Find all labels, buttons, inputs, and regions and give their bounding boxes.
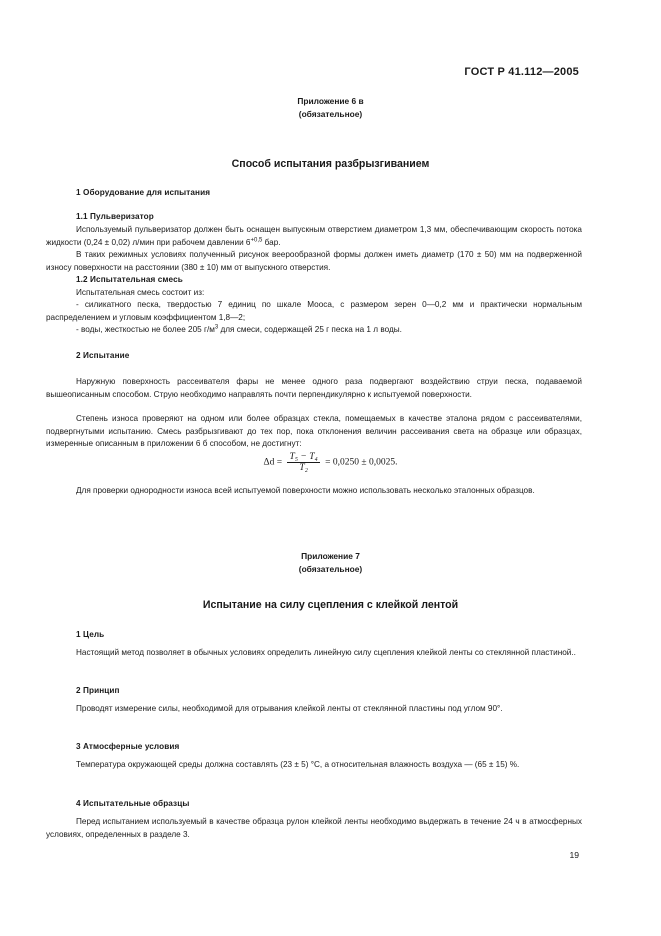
test-paragraph-1 — [46, 376, 582, 401]
test-text-1: Наружную поверхность рассеивателя фары не менее одного раза подвергают воздействию струи песка, подаваемой вышеописанным способом. Струю необходимо направлять почти перпендикулярно к испытуемой поверхности. — [46, 377, 582, 399]
appendix-7-heading — [0, 550, 661, 576]
appendix-6-label: Приложение 6 в — [297, 96, 364, 106]
formula-lhs: Δd = — [263, 457, 283, 468]
mixture-water-item — [46, 324, 582, 337]
appendix-7-status: (обязательное) — [298, 564, 363, 574]
sprayer-text: Используемый пульверизатор должен быть оснащен выпускным отверстием диаметром 1,3 мм, обеспечивающим скорость потока жидкости (0,24 ± 0,02) л/мин при рабочем давлении 6 — [46, 225, 582, 247]
purpose-paragraph — [46, 647, 582, 660]
formula-rhs: = 0,0250 ± 0,0025. — [325, 457, 398, 468]
purpose-text: Настоящий метод позволяет в обычных условиях определить линейную силу сцепления клейкой ленты со стеклянной пластиной.. — [76, 648, 576, 657]
mixture-intro-text: Испытательная смесь состоит из: — [76, 288, 205, 297]
section-test-title: 2 Испытание — [76, 351, 130, 360]
formula-numerator: T₅ − T₄ — [289, 452, 318, 462]
mixture-sand-item — [46, 299, 582, 324]
samples-text: Перед испытанием используемый в качестве образца рулон клейкой ленты необходимо выдержать в течение 24 ч в атмосферных условиях, определенных в разделе 3. — [46, 817, 582, 839]
section-samples-title: 4 Испытательные образцы — [76, 799, 190, 808]
section-mixture-title: 1.2 Испытательная смесь — [76, 275, 183, 284]
test-paragraph-2 — [46, 413, 582, 451]
appendix-6-status: (обязательное) — [298, 109, 363, 119]
principle-text: Проводят измерение силы, необходимой для отрывания клейкой ленты от стеклянной пластины под углом 90°. — [76, 704, 503, 713]
atmosphere-text: Температура окружающей среды должна составлять (23 ± 5) °С, а относительная влажность воздуха — (65 ± 15) %. — [76, 760, 520, 769]
mixture-intro — [46, 287, 582, 300]
appendix-6-title: Способ испытания разбрызгиванием — [231, 158, 430, 170]
section-sprayer-title: 1.1 Пульверизатор — [76, 212, 154, 221]
mixture-sand-text: - силикатного песка, твердостью 7 единиц по шкале Мооса, с размером зерен 0—0,2 мм и практически нормальным распределением и угловым коэффициентом 1,8—2; — [46, 300, 582, 322]
pressure-tolerance: +0,5 — [250, 236, 263, 243]
test-paragraph-3 — [46, 485, 582, 498]
spray-pattern-paragraph — [46, 249, 582, 274]
mixture-water-text-end: для смеси, содержащей 25 г песка на 1 л воды. — [218, 325, 402, 334]
appendix-7-label: Приложение 7 — [301, 551, 360, 561]
appendix-6-heading — [0, 95, 661, 121]
samples-paragraph — [46, 816, 582, 841]
sprayer-text-end: бар. — [262, 237, 281, 247]
test-text-3: Для проверки однородности износа всей испытуемой поверхности можно использовать несколько эталонных образцов. — [76, 486, 535, 495]
standard-header: ГОСТ Р 41.112—2005 — [464, 66, 579, 78]
formula-denominator: T₂ — [299, 463, 308, 473]
cubic-exponent: 3 — [214, 324, 219, 331]
wear-formula — [0, 452, 661, 473]
principle-paragraph — [46, 703, 582, 716]
test-text-2: Степень износа проверяют на одном или более образцах стекла, помещаемых в качестве эталона рядом с рассеивателями, подвергнутыми испытанию. Смесь разбрызгивают до тех пор, пока отклонения величин рассеивания света на образце или образцах, измеренные описанным в приложении 6 б способом, не достигнут: — [46, 414, 582, 449]
mixture-water-text: - воды, жесткостью не более 205 г/м — [76, 325, 215, 334]
atmosphere-paragraph — [46, 759, 582, 772]
section-purpose-title: 1 Цель — [76, 630, 105, 639]
section-principle-title: 2 Принцип — [76, 686, 120, 695]
page-number: 19 — [569, 850, 579, 860]
section-atmosphere-title: 3 Атмосферные условия — [76, 742, 180, 751]
section-equipment-title: 1 Оборудование для испытания — [76, 188, 211, 197]
formula-fraction — [287, 452, 319, 473]
appendix-7-title: Испытание на силу сцепления с клейкой лентой — [202, 599, 459, 611]
sprayer-paragraph — [46, 224, 582, 249]
spray-pattern-text: В таких режимных условиях полученный рисунок веерообразной формы должен иметь диаметр (170 ± 50) мм на подверженной износу поверхности на расстоянии (380 ± 10) мм от выпускного отверстия. — [46, 250, 582, 272]
